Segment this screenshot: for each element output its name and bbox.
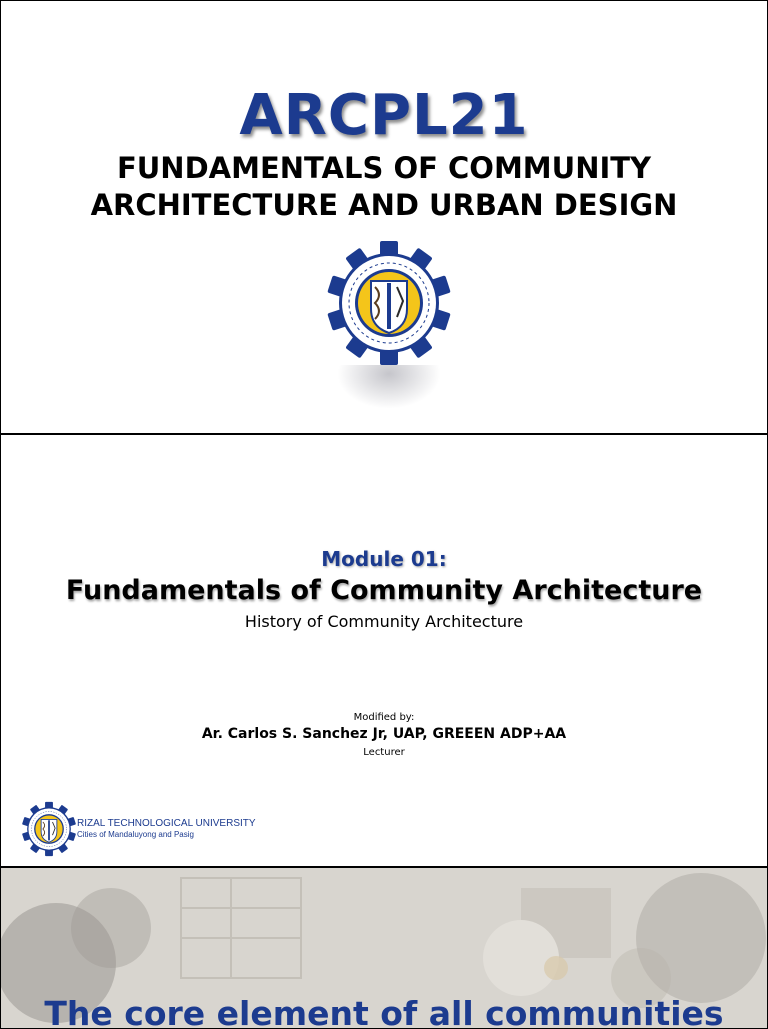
slide-module — [0, 434, 768, 867]
slide-core-element — [0, 867, 768, 1029]
slide-heading: The core element of all communities — [44, 994, 724, 1029]
slide-title — [0, 0, 768, 434]
university-name: RIZAL TECHNOLOGICAL UNIVERSITY — [77, 818, 256, 829]
course-title-line-2: ARCHITECTURE AND URBAN DESIGN — [90, 188, 678, 222]
modified-by-label: Modified by: — [353, 712, 415, 723]
university-seal-icon — [325, 239, 453, 367]
course-code: ARCPL21 — [239, 83, 529, 148]
module-subtitle: History of Community Architecture — [244, 612, 524, 631]
seal-reflection — [337, 365, 441, 409]
university-seal-small-icon — [21, 801, 77, 857]
course-title-line-1: FUNDAMENTALS OF COMMUNITY — [116, 151, 652, 185]
module-label: Module 01: — [321, 547, 447, 571]
author-role: Lecturer — [363, 747, 405, 758]
author-name: Ar. Carlos S. Sanchez Jr, UAP, GREEEN ADP+AA — [201, 726, 567, 742]
module-title: Fundamentals of Community Architecture — [65, 575, 703, 606]
university-location: Cities of Mandaluyong and Pasig — [77, 830, 194, 839]
